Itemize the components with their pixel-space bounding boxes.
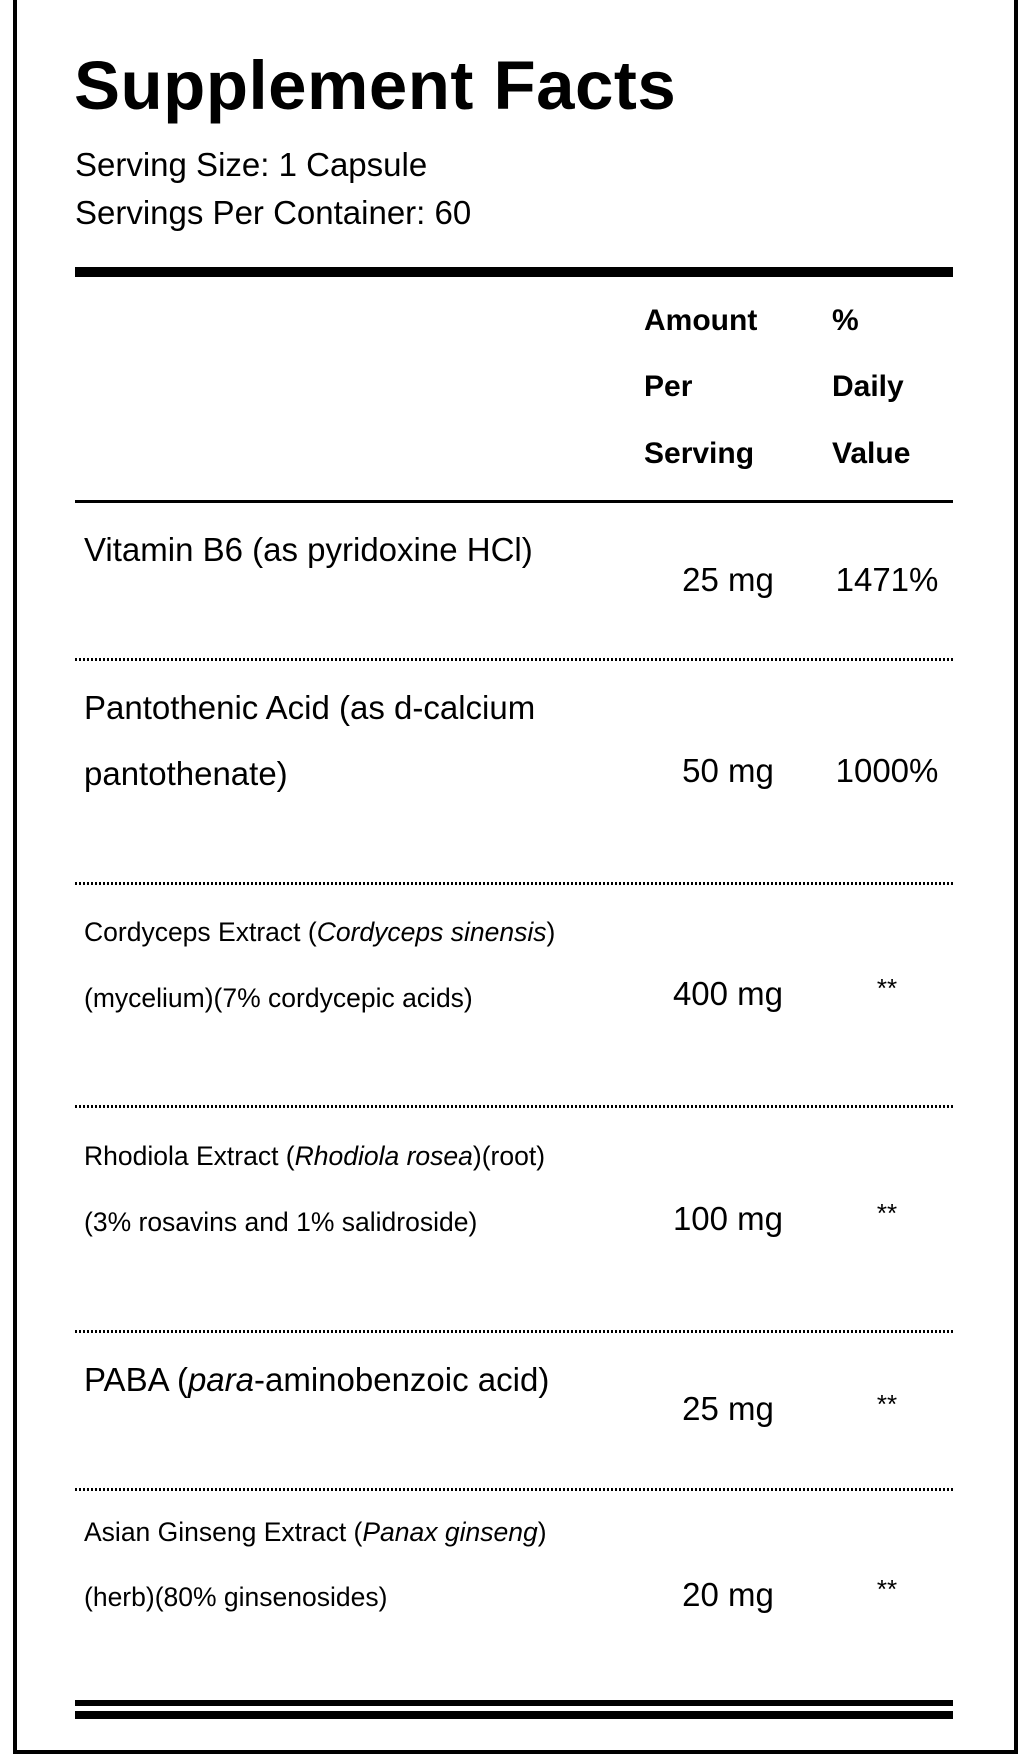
header-amount-1: Amount [644,304,758,337]
serving-size: Serving Size: 1 Capsule [75,146,428,183]
ingredient-name: Vitamin B6 (as pyridoxine HCl) [84,531,533,568]
dotted-divider [75,658,953,661]
ingredient-name-line2: (herb)(80% ginsenosides) [84,1582,388,1612]
name-text: PABA ( [84,1361,188,1398]
ingredient-amount: 20 mg [682,1576,774,1613]
latin-name: para [187,1361,254,1398]
dotted-divider [75,882,953,885]
header-amount-3: Serving [644,437,755,470]
dotted-divider [75,1330,953,1333]
dotted-divider [75,1105,953,1108]
latin-name: Cordyceps sinensis [316,917,547,947]
ingredient-name [84,914,555,950]
bottom-double-rule-top [75,1700,953,1706]
ingredient-amount: 25 mg [682,561,774,598]
name-text: )(root) [472,1141,546,1171]
ingredient-daily-value: 1000% [835,752,939,789]
ingredient-name [84,1360,549,1400]
ingredient-daily-value: 1471% [835,561,939,598]
ingredient-name-line2: pantothenate) [84,755,288,792]
name-text: ) [546,917,556,947]
header-dv-1: % [832,304,859,337]
ingredient-daily-value: ** [876,1389,898,1419]
ingredient-daily-value: ** [876,973,898,1003]
ingredient-name [84,1138,545,1174]
header-divider [75,500,953,503]
name-text: Asian Ginseng Extract ( [84,1517,363,1547]
name-text: -aminobenzoic acid) [254,1361,550,1398]
ingredient-name-line2: (mycelium)(7% cordycepic acids) [84,983,473,1013]
name-text: Rhodiola Extract ( [84,1141,295,1171]
latin-name: Panax ginseng [362,1517,538,1547]
ingredient-amount: 50 mg [682,752,774,789]
ingredient-name-line2: (3% rosavins and 1% salidroside) [84,1207,478,1237]
servings-per-container: Servings Per Container: 60 [75,194,472,231]
latin-name: Rhodiola rosea [294,1141,473,1171]
ingredient-amount: 100 mg [672,1200,784,1237]
page-title: Supplement Facts [74,47,677,124]
dotted-divider [75,1488,953,1491]
header-amount-2: Per [644,370,693,403]
ingredient-name: Pantothenic Acid (as d-calcium [84,689,536,726]
ingredient-daily-value: ** [876,1198,898,1228]
ingredient-daily-value: ** [876,1574,898,1604]
ingredient-amount: 400 mg [672,975,784,1012]
header-dv-2: Daily [832,370,904,403]
thick-divider [75,267,953,277]
ingredient-amount: 25 mg [682,1390,774,1427]
header-dv-3: Value [832,437,911,470]
name-text: ) [537,1517,547,1547]
bottom-double-rule-bottom [75,1711,953,1719]
name-text: Cordyceps Extract ( [84,917,317,947]
ingredient-name [84,1514,547,1550]
